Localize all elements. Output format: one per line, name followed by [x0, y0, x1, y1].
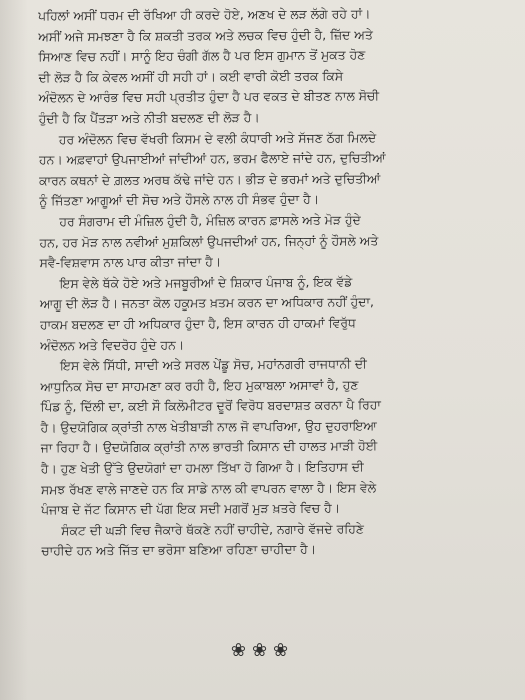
text-line: ਆਧੁਨਿਕ ਸੋਚ ਦਾ ਸਾਹਮਣਾ ਕਰ ਰਹੀ ਹੈ, ਇਹ ਮੁਕਾਬਲਾ ਅਸਾਵਾਂ ਹੈ, ਹੁਣ — [40, 376, 359, 394]
text-line: ਚਾਹੀਦੇ ਹਨ ਅਤੇ ਜਿੱਤ ਦਾ ਭਰੋਸਾ ਬਣਿਆ ਰਹਿਣਾ ਚਾਹੀਦਾ ਹੈ। — [41, 541, 317, 559]
text-line: ਹਾਕਮ ਬਦਲਣ ਦਾ ਹੀ ਅਧਿਕਾਰ ਹੁੰਦਾ ਹੈ, ਇਸ ਕਾਰਨ ਹੀ ਹਾਕਮਾਂ ਵਿਰੁੱਧ — [39, 314, 356, 332]
text-line: ਹੈ। ਹੁਣ ਖੇਤੀ ਉੱਤੇ ਉਦਯੋਗਾਂ ਦਾ ਹਮਲਾ ਤਿੱਖਾ ਹੋ ਗਿਆ ਹੈ। ਇਤਿਹਾਸ ਦੀ — [40, 459, 364, 477]
text-line: ਹਨ। ਅਫ਼ਵਾਹਾਂ ਉਪਜਾਈਆਂ ਜਾਂਦੀਆਂ ਹਨ, ਭਰਮ ਫੈਲਾਏ ਜਾਂਦੇ ਹਨ, ਦੁਚਿਤੀਆਂ — [38, 150, 386, 168]
text-line: ਸਮਝ ਰੱਖਣ ਵਾਲੇ ਜਾਣਦੇ ਹਨ ਕਿ ਸਾਡੇ ਨਾਲ ਕੀ ਵਾਪਰਨ ਵਾਲਾ ਹੈ। ਇਸ ਵੇਲੇ — [40, 479, 377, 497]
text-line: ਸਿਆਣ ਵਿਚ ਨਹੀਂ। ਸਾਨੂੰ ਇਹ ਚੰਗੀ ਗੱਲ ਹੈ ਪਰ ਇਸ ਗੁਮਾਨ ਤੋਂ ਮੁਕਤ ਹੋਣ — [38, 47, 366, 65]
text-line: ਹਰ ਅੰਦੋਲਨ ਵਿਚ ਵੱਖਰੀ ਕਿਸਮ ਦੇ ਵਲੀ ਕੰਧਾਰੀ ਅਤੇ ਸੱਜਣ ਠੱਗ ਮਿਲਦੇ — [58, 129, 377, 147]
text-line: ਆਗੂ ਦੀ ਲੋੜ ਹੈ। ਜਨਤਾ ਕੋਲ ਹਕੂਮਤ ਖ਼ਤਮ ਕਰਨ ਦਾ ਅਧਿਕਾਰ ਨਹੀਂ ਹੁੰਦਾ, — [39, 294, 374, 312]
page-gutter-shadow — [0, 0, 28, 700]
text-line: ਇਸ ਵੇਲੇ ਥੱਕੇ ਹੋਏ ਅਤੇ ਮਜਬੂਰੀਆਂ ਦੇ ਸ਼ਿਕਾਰ ਪੰਜਾਬ ਨੂੰ, ਇਕ ਵੱਡੇ — [59, 273, 353, 291]
text-line: ਹਰ ਸੰਗਰਾਮ ਦੀ ਮੰਜ਼ਿਲ ਹੁੰਦੀ ਹੈ, ਮੰਜ਼ਿਲ ਕਾਰਨ ਫ਼ਾਸਲੇ ਅਤੇ ਮੋੜ ਹੁੰਦੇ — [59, 211, 361, 229]
text-line: ਹੁੰਦੀ ਹੈ ਕਿ ਪੈਂਤੜਾ ਅਤੇ ਨੀਤੀ ਬਦਲਣ ਦੀ ਲੋੜ ਹੈ। — [38, 109, 260, 126]
text-line: ਨੂੰ ਜਿੱਤਣਾ ਆਗੂਆਂ ਦੀ ਸੋਚ ਅਤੇ ਹੌਸਲੇ ਨਾਲ ਹੀ ਸੰਭਵ ਹੁੰਦਾ ਹੈ। — [39, 191, 320, 209]
text-line: ਪੰਜਾਬ ਦੇ ਜੱਟ ਕਿਸਾਨ ਦੀ ਪੱਗ ਇਕ ਸਦੀ ਮਗਰੋਂ ਮੁੜ ਖ਼ਤਰੇ ਵਿਚ ਹੈ। — [41, 500, 341, 518]
text-line: ਸੰਕਟ ਦੀ ਘੜੀ ਵਿਚ ਜੈਕਾਰੇ ਥੱਕਣੇ ਨਹੀਂ ਚਾਹੀਦੇ, ਨਗਾਰੇ ਵੱਜਦੇ ਰਹਿਣੇ — [61, 520, 364, 538]
text-line: ਅਸੀਂ ਅਜੇ ਸਮਝਣਾ ਹੈ ਕਿ ਸ਼ਕਤੀ ਤਰਕ ਅਤੇ ਲਚਕ ਵਿਚ ਹੁੰਦੀ ਹੈ, ਜ਼ਿੱਦ ਅਤੇ — [38, 26, 373, 44]
text-line: ਜਾ ਰਿਹਾ ਹੈ। ਉਦਯੋਗਿਕ ਕ੍ਰਾਂਤੀ ਨਾਲ ਭਾਰਤੀ ਕਿਸਾਨ ਦੀ ਹਾਲਤ ਮਾੜੀ ਹੋਈ — [40, 438, 378, 456]
text-line: ਕਾਰਨ ਕਥਨਾਂ ਦੇ ਗ਼ਲਤ ਅਰਥ ਕੱਢੇ ਜਾਂਦੇ ਹਨ। ਭੀੜ ਦੇ ਭਰਮਾਂ ਅਤੇ ਦੁਚਿਤੀਆਂ — [39, 170, 381, 188]
text-line: ਅੰਦੋਲਨ ਦੇ ਆਰੰਭ ਵਿਚ ਸਹੀ ਪ੍ਰਤੀਤ ਹੁੰਦਾ ਹੈ ਪਰ ਵਕਤ ਦੇ ਬੀਤਣ ਨਾਲ ਸੋਚੀ — [38, 88, 380, 106]
text-line: ਦੀ ਲੋੜ ਹੈ ਕਿ ਕੇਵਲ ਅਸੀਂ ਹੀ ਸਹੀ ਹਾਂ। ਕਈ ਵਾਰੀ ਕੋਈ ਤਰਕ ਕਿਸੇ — [38, 67, 344, 85]
text-line: ਅੰਦੋਲਨ ਅਤੇ ਵਿਦਰੋਹ ਹੁੰਦੇ ਹਨ। — [40, 336, 185, 353]
text-line: ਹਨ, ਹਰ ਮੋੜ ਨਾਲ ਨਵੀਆਂ ਮੁਸ਼ਕਿਲਾਂ ਉਪਜਦੀਆਂ ਹਨ, ਜਿਨ੍ਹਾਂ ਨੂੰ ਹੌਸਲੇ ਅਤੇ — [39, 232, 379, 250]
section-ornament: ❀❀❀ — [230, 640, 295, 661]
text-line: ਪਹਿਲਾਂ ਅਸੀਂ ਧਰਮ ਦੀ ਰੱਖਿਆ ਹੀ ਕਰਦੇ ਹੋਏ, ਅਣਖ ਦੇ ਲੜ ਲੱਗੇ ਰਹੇ ਹਾਂ। — [38, 5, 371, 23]
text-line: ਇਸ ਵੇਲੇ ਸਿੱਧੀ, ਸਾਦੀ ਅਤੇ ਸਰਲ ਪੇਂਡੂ ਸੋਚ, ਮਹਾਂਨਗਰੀ ਰਾਜਧਾਨੀ ਦੀ — [60, 356, 367, 373]
text-line: ਪਿੰਡ ਨੂੰ, ਦਿੱਲੀ ਦਾ, ਕਈ ਸੌ ਕਿਲੋਮੀਟਰ ਦੂਰੋਂ ਵਿਰੋਧ ਬਰਦਾਸ਼ਤ ਕਰਨਾ ਪੈ ਰਿਹਾ — [40, 397, 381, 415]
text-line: ਸਵੈ-ਵਿਸ਼ਵਾਸ ਨਾਲ ਪਾਰ ਕੀਤਾ ਜਾਂਦਾ ਹੈ। — [39, 254, 222, 271]
body-text — [38, 3, 501, 562]
text-line: ਹੈ। ਉਦਯੋਗਿਕ ਕ੍ਰਾਂਤੀ ਨਾਲ ਖੇਤੀਬਾੜੀ ਨਾਲ ਜੋ ਵਾਪਰਿਆ, ਉਹ ਦੁਹਰਾਇਆ — [40, 417, 377, 435]
